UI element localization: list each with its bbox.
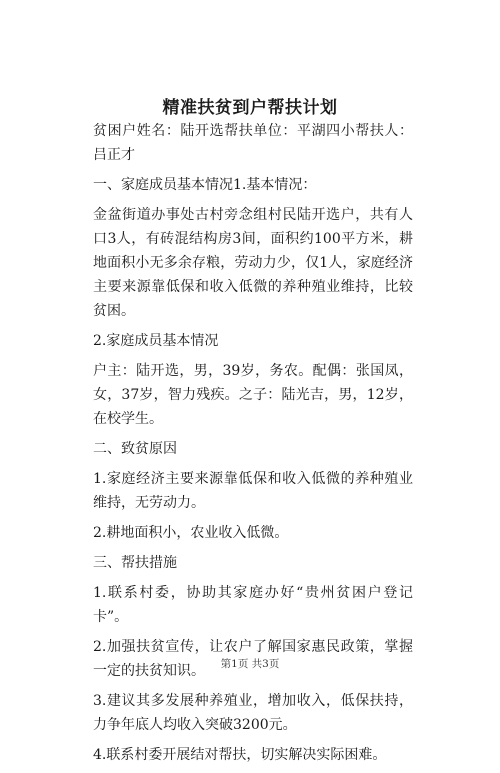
paragraph-cause-1: 1.家庭经济主要来源靠低保和收入低微的养种殖业维持，无劳动力。: [93, 471, 413, 511]
paragraph-family-members: 户主：陆开选，男，39岁，务农。配偶：张国凤，女，37岁，智力残疾。之子：陆光吉，男，12岁，在校学生。: [93, 363, 413, 427]
paragraph-measure-3: 3.建议其多发展种养殖业，增加收入，低保扶持，力争年底人均收入突破3200元。: [93, 693, 413, 733]
document-body: [93, 119, 413, 773]
paragraph-cause-2: 2.耕地面积小，农业收入低微。: [93, 525, 289, 541]
subheading-family-members: 2.家庭成员基本情况: [93, 333, 219, 349]
page-footer: 第1页 共3页: [220, 658, 280, 670]
section-heading-causes: 二、致贫原因: [93, 441, 177, 457]
paragraph-basic-situation: 金盆街道办事处古村旁念组村民陆开选户，共有人口3人，有砖混结构房3间，面积约100平方米，耕地面积小无多余存粮，劳动力少，仅1人，家庭经济主要来源靠低保和收入低微的养种殖业维持，比较贫困。: [93, 207, 413, 319]
section-heading-measures: 三、帮扶措施: [93, 555, 177, 571]
paragraph-measure-4: 4.联系村委开展结对帮扶，切实解决实际困难。: [93, 747, 387, 763]
document-title: 精准扶贫到户帮扶计划: [162, 98, 338, 118]
section-heading-family: 一、家庭成员基本情况1.基本情况：: [93, 177, 317, 193]
poor-household-info: 贫困户姓名：陆开选帮扶单位：平湖四小帮扶人：吕正才: [93, 123, 413, 163]
paragraph-measure-2: 2.加强扶贫宣传，让农户了解国家惠民政策，掌握一定的扶贫知识。: [93, 639, 413, 679]
paragraph-measure-1: 1.联系村委，协助其家庭办好“贵州贫困户登记卡”。: [93, 585, 413, 625]
